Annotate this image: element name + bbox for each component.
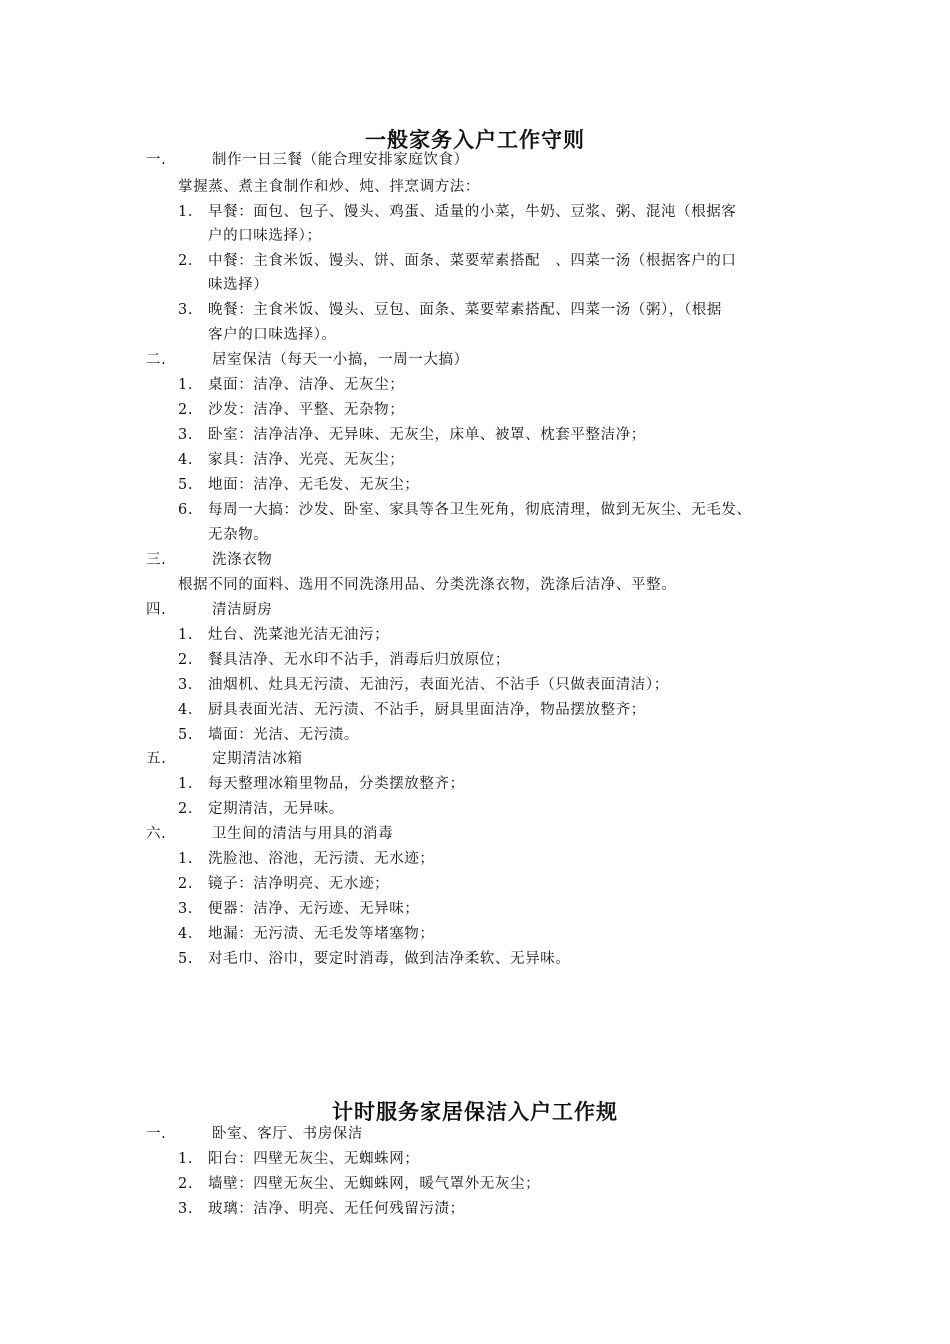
item-text: 洗脸池、浴池，无污渍、无水迹； <box>208 851 435 867</box>
item-number: 3. <box>178 1201 194 1217</box>
item-number: 4. <box>178 452 194 468</box>
section-title: 清洁厨房 <box>212 602 273 618</box>
item-text: 油烟机、灶具无污渍、无油污，表面光洁、不沾手（只做表面清洁）； <box>208 677 669 693</box>
doc2-title: 计时服务家居保洁入户工作规 <box>332 1099 618 1124</box>
item-text: 家具：洁净、光亮、无灰尘； <box>208 452 405 468</box>
item-number: 3. <box>178 901 194 917</box>
item-text: 桌面：洁净、洁净、无灰尘； <box>208 377 405 393</box>
item-number: 2. <box>178 652 194 668</box>
doc1-title: 一般家务入户工作守则 <box>365 127 585 152</box>
item-text: 餐具洁净、无水印不沾手，消毒后归放原位； <box>208 652 510 668</box>
item-text: 定期清洁，无异味。 <box>208 801 344 817</box>
item-continuation: 味选择） <box>208 277 269 293</box>
item-number: 5. <box>178 727 194 743</box>
item-text: 地漏：无污渍、无毛发等堵塞物； <box>208 926 435 942</box>
item-text: 阳台：四壁无灰尘、无蜘蛛网； <box>208 1151 420 1167</box>
item-continuation: 户的口味选择）； <box>208 228 322 244</box>
item-number: 4. <box>178 702 194 718</box>
item-number: 3. <box>178 677 194 693</box>
item-number: 4. <box>178 926 194 942</box>
item-number: 5. <box>178 477 194 493</box>
item-text: 厨具表面光洁、无污渍、不沾手，厨具里面洁净，物品摆放整齐； <box>208 702 646 718</box>
section-number: 五. <box>146 751 167 767</box>
item-text: 每周一大搞：沙发、卧室、家具等各卫生死角，彻底清理，做到无灰尘、无毛发、 <box>208 502 752 518</box>
item-text: 每天整理冰箱里物品，分类摆放整齐； <box>208 776 465 792</box>
section-number: 三. <box>146 552 167 568</box>
item-text: 早餐：面包、包子、馒头、鸡蛋、适量的小菜，牛奶、豆浆、粥、混沌（根据客 <box>208 204 737 220</box>
item-continuation: 无杂物。 <box>208 527 269 543</box>
item-number: 2. <box>178 402 194 418</box>
section-title: 制作一日三餐（能合理安排家庭饮食） <box>212 152 469 168</box>
item-number: 1. <box>178 204 194 220</box>
section-intro: 掌握蒸、煮主食制作和炒、炖、拌烹调方法： <box>178 179 480 195</box>
item-text: 玻璃：洁净、明亮、无任何残留污渍； <box>208 1201 465 1217</box>
item-number: 2. <box>178 253 194 269</box>
item-number: 1. <box>178 776 194 792</box>
item-number: 1. <box>178 1151 194 1167</box>
item-text: 地面：洁净、无毛发、无灰尘； <box>208 477 420 493</box>
item-number: 2. <box>178 1176 194 1192</box>
section-number: 六. <box>146 826 167 842</box>
section-number: 四. <box>146 602 167 618</box>
item-number: 3. <box>178 302 194 318</box>
item-text: 墙壁：四壁无灰尘、无蜘蛛网，暖气罩外无灰尘； <box>208 1176 541 1192</box>
item-number: 1. <box>178 851 194 867</box>
item-number: 1. <box>178 627 194 643</box>
item-number: 1. <box>178 377 194 393</box>
item-number: 2. <box>178 801 194 817</box>
section-title: 洗涤衣物 <box>212 552 273 568</box>
item-number: 5. <box>178 951 194 967</box>
item-text: 对毛巾、浴巾，要定时消毒，做到洁净柔软、无异味。 <box>208 951 571 967</box>
item-number: 6. <box>178 502 194 518</box>
item-text: 镜子：洁净明亮、无水迹； <box>208 876 390 892</box>
section-number: 一. <box>146 1126 167 1142</box>
section-number: 一. <box>146 152 167 168</box>
item-text: 晚餐：主食米饭、馒头、豆包、面条、菜要荤素搭配、四菜一汤（粥），（根据 <box>208 302 722 318</box>
item-text: 墙面：光洁、无污渍。 <box>208 727 359 743</box>
section-title: 定期清洁冰箱 <box>212 751 303 767</box>
section-number: 二. <box>146 352 167 368</box>
item-text: 沙发：洁净、平整、无杂物； <box>208 402 405 418</box>
item-text: 卧室：洁净洁净、无异味、无灰尘，床单、被罩、枕套平整洁净； <box>208 427 646 443</box>
item-number: 3. <box>178 427 194 443</box>
item-text: 便器：洁净、无污迹、无异味； <box>208 901 420 917</box>
item-number: 2. <box>178 876 194 892</box>
section-title: 居室保洁（每天一小搞，一周一大搞） <box>212 352 469 368</box>
item-continuation: 客户的口味选择）。 <box>208 327 337 343</box>
section-intro: 根据不同的面料、选用不同洗涤用品、分类洗涤衣物，洗涤后洁净、平整。 <box>178 577 677 593</box>
item-text: 灶台、洗菜池光洁无油污； <box>208 627 390 643</box>
item-text: 中餐：主食米饭、馒头、饼、面条、菜要荤素搭配 、四菜一汤（根据客户的口 <box>208 253 737 269</box>
section-title: 卧室、客厅、书房保洁 <box>212 1126 363 1142</box>
section-title: 卫生间的清洁与用具的消毒 <box>212 826 394 842</box>
